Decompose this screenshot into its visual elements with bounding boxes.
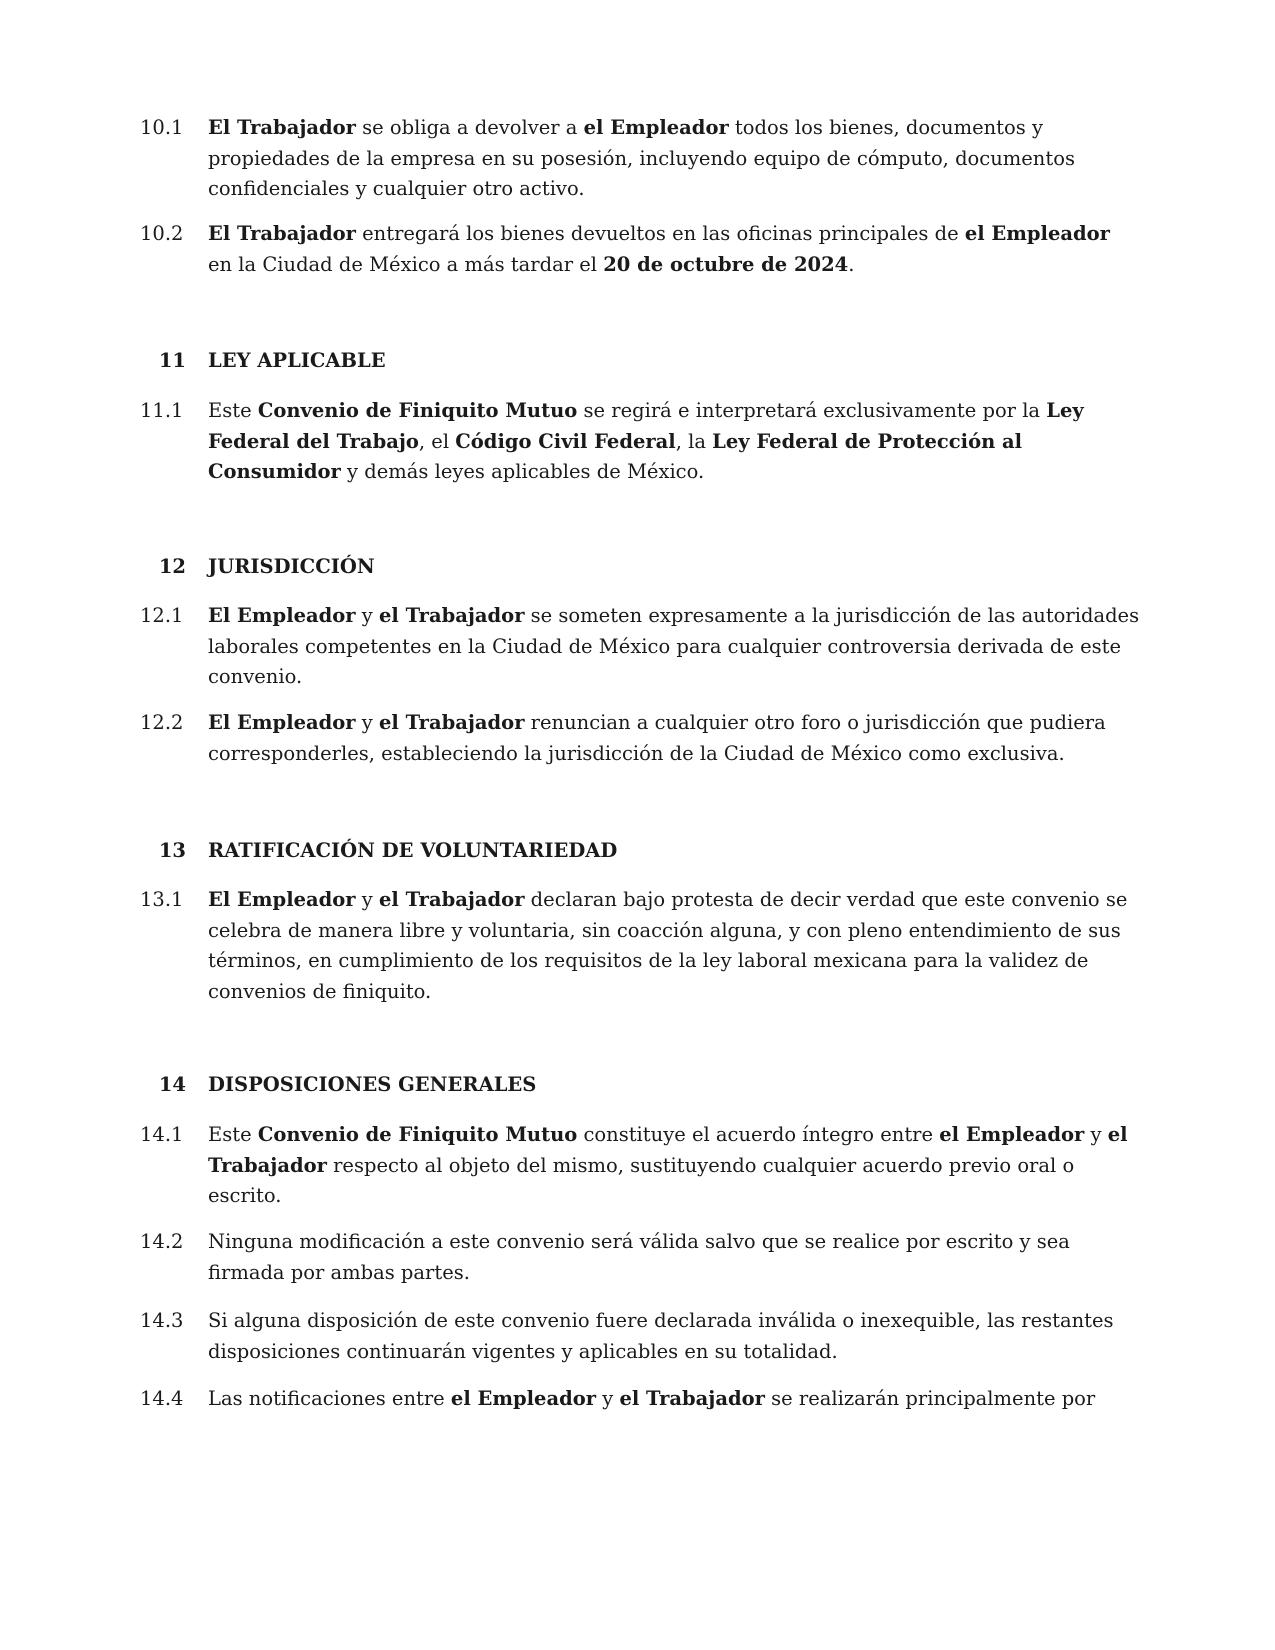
clause-paragraph xyxy=(140,1227,1140,1288)
bold-term: El Trabajador xyxy=(208,222,356,245)
clause-text xyxy=(208,1120,1140,1212)
row xyxy=(140,1306,1140,1367)
text-run: todos los bienes, documentos y propiedades de la empresa en su posesión, incluyendo equipo de cómputo, documentos confidenciales y cualquier otro activo. xyxy=(208,116,1075,200)
clause-paragraph xyxy=(140,219,1140,280)
clause-text xyxy=(208,1227,1140,1288)
row xyxy=(140,1227,1140,1288)
text-run: Ninguna modificación a este convenio será válida salvo que se realice por escrito y sea firmada por ambas partes. xyxy=(208,1230,1070,1284)
section-number: 14 xyxy=(158,1073,186,1096)
clause-paragraph xyxy=(140,113,1140,205)
text-run: JURISDICCIÓN xyxy=(208,555,375,578)
row xyxy=(140,885,1140,1007)
bold-term: Ley Federal de Protección al Consumidor xyxy=(208,429,1023,483)
text-run: constituye el acuerdo íntegro entre xyxy=(577,1123,940,1146)
text-run: Las notificaciones entre xyxy=(208,1387,451,1410)
section-heading xyxy=(140,1070,1140,1101)
bold-term: Convenio de Finiquito Mutuo xyxy=(257,399,578,422)
text-run: se regirá e interpretará exclusivamente por la xyxy=(577,399,1047,422)
clause-number: 14.2 xyxy=(140,1230,184,1253)
clause-number: 12.1 xyxy=(140,604,184,627)
clause-text xyxy=(208,708,1140,769)
text-run: y xyxy=(355,888,379,911)
clause-paragraph xyxy=(140,396,1140,488)
clause-text xyxy=(208,601,1140,693)
bold-term: Código Civil Federal xyxy=(455,429,676,453)
row xyxy=(140,346,1140,377)
text-run: se realizarán principalmente por xyxy=(764,1387,1096,1410)
text-run: se someten expresamente a la jurisdicción de las autoridades laborales competentes en la Ciudad de México para cualquier controversia derivada de este convenio. xyxy=(208,604,1140,688)
text-run: Este xyxy=(208,399,258,422)
bold-term: El Empleador xyxy=(208,711,356,734)
row xyxy=(140,1120,1140,1212)
text-run: , la xyxy=(675,429,713,453)
row xyxy=(140,552,1140,583)
row xyxy=(140,601,1140,693)
clause-paragraph xyxy=(140,1120,1140,1212)
bold-term: el Trabajador xyxy=(619,1387,765,1410)
bold-term: el Trabajador xyxy=(208,1123,1128,1177)
text-run: , el xyxy=(418,429,456,453)
bold-term: Convenio de Finiquito Mutuo xyxy=(257,1123,578,1146)
text-run: en la Ciudad de México a más tardar el xyxy=(208,252,604,276)
section-number: 11 xyxy=(158,349,186,372)
row xyxy=(140,113,1140,205)
bold-term: el Trabajador xyxy=(378,711,525,734)
clause-number: 11.1 xyxy=(140,399,184,422)
clause-number: 10.1 xyxy=(140,116,184,139)
text-run: DISPOSICIONES GENERALES xyxy=(208,1073,537,1096)
section-heading xyxy=(140,836,1140,867)
bold-term: El Empleador xyxy=(208,604,356,627)
text-run: y xyxy=(355,711,379,734)
text-run: se obliga a devolver a xyxy=(355,116,584,139)
clause-number: 10.2 xyxy=(140,222,184,245)
bold-term: El Empleador xyxy=(208,888,356,911)
text-run: Este xyxy=(208,1123,258,1146)
clause-number: 12.2 xyxy=(140,711,184,734)
bold-term: el Empleador xyxy=(964,222,1110,245)
text-run: y xyxy=(1084,1123,1108,1146)
text-run: y demás leyes aplicables de México. xyxy=(340,460,705,483)
clause-text xyxy=(208,885,1140,1007)
bold-term: el Empleador xyxy=(450,1387,597,1410)
clause-paragraph xyxy=(140,1384,1140,1415)
row xyxy=(140,1070,1140,1101)
section-title xyxy=(208,836,1140,867)
text-run: y xyxy=(355,604,379,627)
text-run: respecto al objeto del mismo, sustituyendo cualquier acuerdo previo oral o escrito. xyxy=(208,1153,1075,1207)
clause-number: 14.3 xyxy=(140,1309,184,1332)
text-run: Si alguna disposición de este convenio fuere declarada inválida o inexequible, las restantes disposiciones continuarán vigentes y aplicables en su totalidad. xyxy=(208,1309,1114,1363)
text-run: declaran bajo protesta de decir verdad que este convenio se celebra de manera libre y voluntaria, sin coacción alguna, y con pleno entendimiento de sus términos, en cumplimiento de los requisitos de la ley laboral mexicana para la validez de convenios de finiquito. xyxy=(208,888,1128,1003)
text-run: entregará los bienes devueltos en las oficinas principales de xyxy=(355,222,965,245)
section-heading xyxy=(140,346,1140,377)
bold-term: el Trabajador xyxy=(378,888,525,911)
section-title xyxy=(208,346,1140,377)
section-title xyxy=(208,1070,1140,1101)
clause-text xyxy=(208,1384,1140,1415)
text-run: LEY APLICABLE xyxy=(208,349,386,372)
section-heading xyxy=(140,552,1140,583)
clause-number: 13.1 xyxy=(140,888,184,911)
bold-term: el Empleador xyxy=(583,116,729,139)
clause-paragraph xyxy=(140,1306,1140,1367)
text-run: renuncian a cualquier otro foro o jurisdicción que pudiera corresponderles, estableciendo la jurisdicción de la Ciudad de México como exclusiva. xyxy=(208,711,1106,765)
row xyxy=(140,219,1140,280)
bold-term: el Empleador xyxy=(939,1123,1085,1146)
row xyxy=(140,396,1140,488)
clause-text xyxy=(208,219,1140,280)
clause-number: 14.1 xyxy=(140,1123,184,1146)
bold-term: El Trabajador xyxy=(208,116,356,139)
row xyxy=(140,1384,1140,1415)
bold-term: 20 de octubre de 2024 xyxy=(603,252,849,276)
clause-paragraph xyxy=(140,885,1140,1007)
clause-paragraph xyxy=(140,601,1140,693)
bold-term: Ley Federal del Trabajo xyxy=(208,399,1084,453)
clause-number: 14.4 xyxy=(140,1387,184,1410)
clause-paragraph xyxy=(140,708,1140,769)
bold-term: el Trabajador xyxy=(378,604,525,627)
clause-text xyxy=(208,113,1140,205)
text-run: RATIFICACIÓN DE VOLUNTARIEDAD xyxy=(208,839,618,862)
clause-text xyxy=(208,1306,1140,1367)
text-run: . xyxy=(848,252,855,276)
section-number: 13 xyxy=(158,839,186,862)
section-number: 12 xyxy=(158,555,186,578)
clause-text xyxy=(208,396,1140,488)
text-run: y xyxy=(596,1387,620,1410)
row xyxy=(140,708,1140,769)
row xyxy=(140,836,1140,867)
section-title xyxy=(208,552,1140,583)
